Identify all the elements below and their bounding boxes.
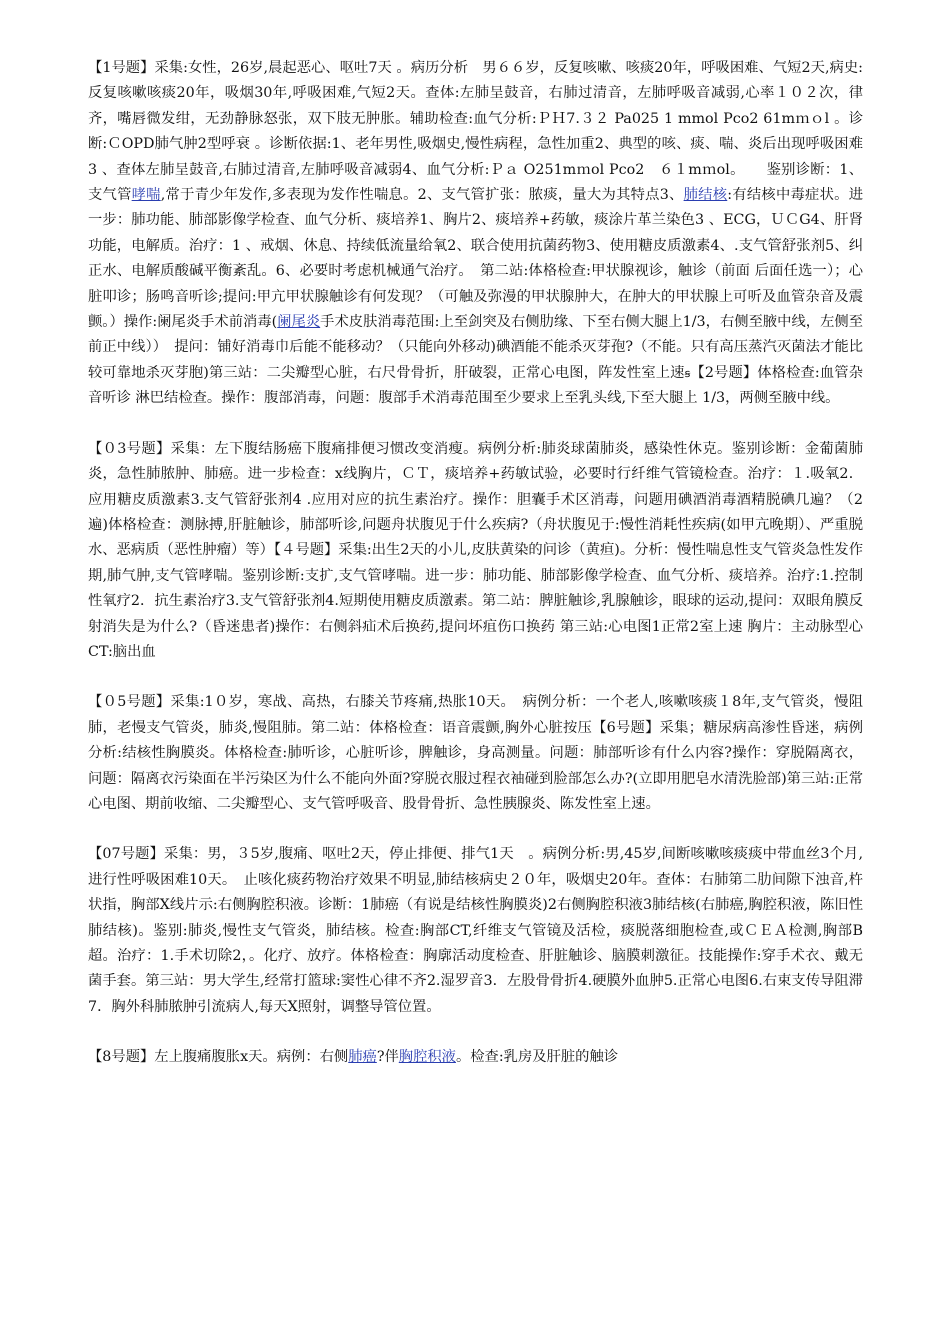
text-run: 【０5号题】采集:1０岁，寒战、高热，右膝关节疼痛,热胀10天。 病例分析：一个老人,咳嗽咳痰１8年,支气管炎，慢阻肺，老慢支气管炎，肺炎,慢阻肺。第二站：体格检查：语音震颤,胸外心脏按压【6号题】采集；糖尿病高渗性昏迷，病例分析:结核性胸膜炎。体格检查:肺听诊，心脏听诊，脾触诊，身高测量。问题：肺部听诊有什么内容?操作：穿脱隔离衣，问题：隔离衣污染面在半污染区为什么不能向外面?穿脱衣服过程衣袖碰到脸部怎么办?(立即用肥皂水清洗脸部)第三站:正常心电图、期前收缩、二尖瓣型心、支气管呼吸音、股骨骨折、急性胰腺炎、陈发性室上速。 [88, 694, 863, 812]
document-page [88, 56, 863, 1071]
paragraph-q7 [88, 842, 863, 1020]
text-run: :有结核中毒症状。进一步：肺功能、肺部影像学检查、血气分析、痰培养1、胸片2、痰培养+药敏，痰涂片革兰染色3 、ECG，ＵＣG4、肝肾功能，电解质。治疗：1 、戒烟、休息、持续低流量给氧2、联合使用抗菌药物3、使用糖皮质激素4、.支气管舒张剂5、纠正水、电解质酸碱平衡紊乱。6、必要时考虑机械通气治疗。 第二站:体格检查:甲状腺视诊，触诊（前面 后面任选一）；心脏叩诊；肠鸣音听诊;提问:甲亢甲状腺触诊有何发现？（可触及弥漫的甲状腺肿大，在肿大的甲状腺上可听及血管杂音及震颤。）操作:阑尾炎手术前消毒( [88, 187, 863, 331]
term-link[interactable]: 胸腔积液 [398, 1049, 456, 1066]
text-run: ?伴 [376, 1049, 399, 1066]
inline-mark-icon: ꞩ [684, 366, 691, 380]
term-link[interactable]: 肺癌 [348, 1049, 377, 1066]
text-run: 【1号题】采集:女性，26岁,晨起恶心、呕吐7天 。病历分析 男６６岁，反复咳嗽、咳痰20年，呼吸困难、气短2天,病史:反复咳嗽咳痰20年，吸烟30年,呼吸困难,气短2天。查体:左肺呈鼓音，右肺过清音，左肺呼吸音减弱,心率１０２次，律齐，嘴唇微发绀，无劲静脉怒张，双下肢无肿胀。辅助检查:血气分析:ＰＨ7.３２ Pa025 1 mmol Pco2 61mｍｏl 。诊断:ＣOPD肺气肿2型呼衰 。诊断依据:1、老年男性,吸烟史,慢性病程，急性加重2、典型的咳、痰、喘、炎后出现呼吸困难3 、查体左肺呈鼓音,右肺过清音,左肺呼吸音减弱4、血气分析:Ｐａ O251mｍol Pco2 ６１mｍol。 鉴别诊断：1、支气管 [88, 60, 863, 204]
term-link[interactable]: 阑尾炎 [277, 314, 321, 331]
paragraph-q1 [88, 56, 863, 412]
paragraph-q3-q4 [88, 437, 863, 666]
text-run: ,常于青少年发作,多表现为发作性喘息。2、支气管扩张：脓痰，量大为其特点3、 [160, 187, 684, 204]
term-link[interactable]: 肺结核 [683, 187, 728, 204]
text-run: 【8号题】左上腹痛腹胀x天。病例：右侧 [88, 1049, 349, 1066]
text-run: 【2号题】体格检查:血管杂音听诊 淋巴结检查。操作：腹部消毒，问题：腹部手术消毒范围至少要求上至乳头线,下至大腿上 1/3，两侧至腋中线。 [88, 364, 863, 407]
paragraph-q8 [88, 1045, 863, 1070]
text-run: 手术皮肤消毒范围:上至剑突及右侧肋缘、下至右侧大腿上1/3，右侧至腋中线，左侧至前正中线）） 提问：铺好消毒巾后能不能移动？（只能向外移动)碘酒能不能杀灭芽孢?（不能。只有高压蒸汽灭菌法才能比较可靠地杀灭芽胞)第三站：二尖瓣型心脏，右尺骨骨折，肝破裂，正常心电图，阵发性室上速 [88, 314, 864, 381]
text-run: 【07号题】采集：男，３5岁,腹痛、呕吐2天，停止排便、排气1天 。病例分析:男,45岁,间断咳嗽咳痰痰中带血丝3个月,进行性呼吸困难10天。 止咳化痰药物治疗效果不明显,肺结核病史２０年，吸烟史20年。查体：右肺第二肋间隙下浊音,杵状指，胸部X线片示:右侧胸腔积液。诊断：1肺癌（有说是结核性胸膜炎)2右侧胸腔积液3肺结核(右肺癌,胸腔积液，陈旧性肺结核)。鉴别:肺炎,慢性支气管炎，肺结核。检查:胸部CT,纤维支气管镜及活检，痰脱落细胞检查,或ＣＥＡ检测,胸部B超。治疗：1.手术切除2，。化疗、放疗。体格检查：胸廓活动度检查、肝脏触诊、脑膜刺激征。技能操作:穿手术衣、戴无菌手套。第三站：男大学生,经常打篮球:窦性心律不齐2.湿罗音3．左股骨骨折4.硬膜外血肿5.正常心电图6.右束支传导阻滞7．胸外科肺脓肿引流病人,每天X照射，调整导管位置。 [88, 846, 863, 1015]
paragraph-q5-q6 [88, 690, 863, 817]
text-run: 。检查:乳房及肝脏的触诊 [455, 1049, 619, 1066]
term-link[interactable]: 哮喘 [131, 187, 161, 204]
text-run: 【０3号题】采集：左下腹结肠癌下腹痛排便习惯改变消瘦。病例分析:肺炎球菌肺炎，感染性休克。鉴别诊断：金葡菌肺炎，急性肺脓肿、肺癌。进一步检查：x线胸片，ＣＴ，痰培养+药敏试验，必要时行纤维气管镜检查。治疗：１.吸氧2．应用糖皮质激素3.支气管舒张剂4 .应用对应的抗生素治疗。操作：胆囊手术区消毒，问题用碘酒消毒酒精脱碘几遍？（2遍)体格检查：测脉搏,肝脏触诊，肺部听诊,问题舟状腹见于什么疾病?（舟状腹见于:慢性消耗性疾病(如甲亢晚期）、严重脱水、恶病质（恶性肿瘤）等）【４号题】采集:出生2天的小儿,皮肤黄染的问诊（黄疸)。分析：慢性喘息性支气管炎急性发作期,肺气肿,支气管哮喘。鉴别诊断:支扩,支气管哮喘。进一步：肺功能、肺部影像学检查、血气分析、痰培养。治疗:1.控制性氧疗2．抗生素治疗3.支气管舒张剂4.短期使用糖皮质激素。第二站：脾脏触诊,乳腺触诊，眼球的运动,提问：双眼角膜反射消失是为什么?（昏迷患者)操作：右侧斜疝术后换药,提问坏疽伤口换药 第三站:心电图1正常2室上速 胸片：主动脉型心CT:脑出血 [88, 440, 863, 660]
